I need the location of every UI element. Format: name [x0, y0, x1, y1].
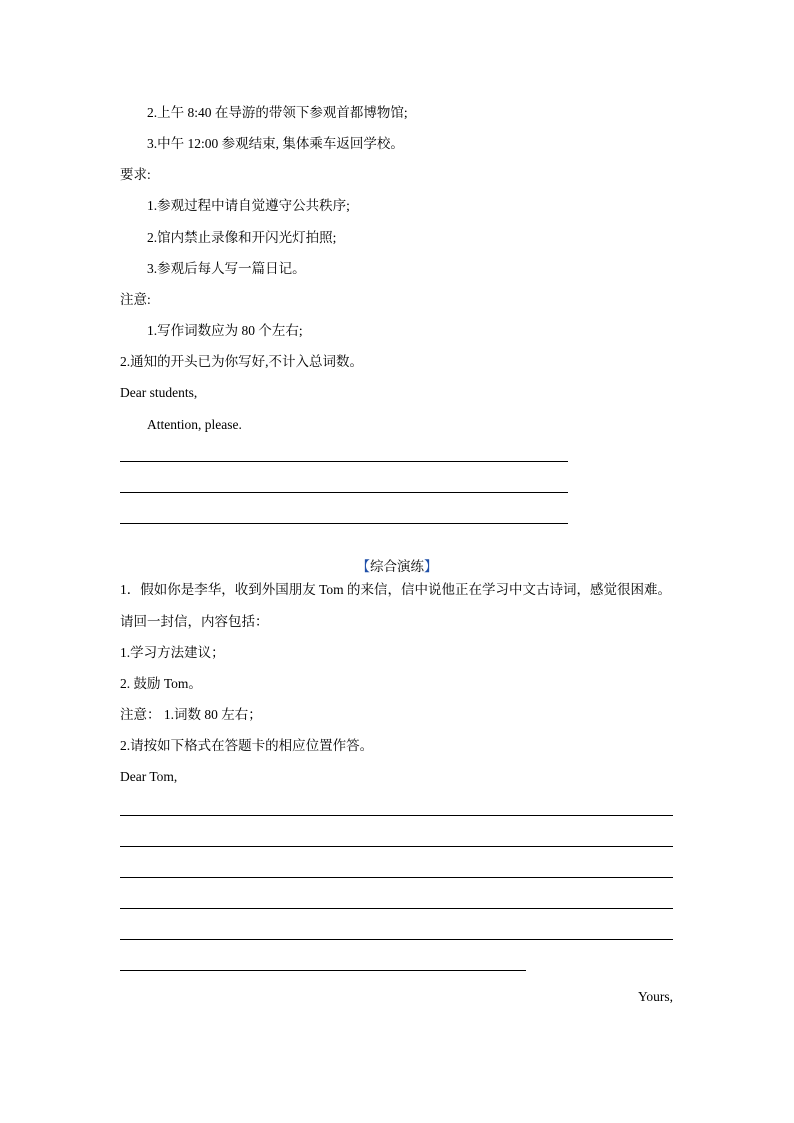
- schedule-item-3: 3.中午 12:00 参观结束, 集体乘车返回学校。: [147, 136, 404, 151]
- letter-opening: Attention, please.: [147, 417, 242, 432]
- answer-line: [120, 461, 568, 462]
- section-title-text: 综合演练: [370, 559, 424, 574]
- letter-greeting: Dear students,: [120, 385, 198, 400]
- answer-line: [120, 523, 568, 524]
- task-greeting: Dear Tom,: [120, 769, 178, 784]
- answer-line: [120, 492, 568, 493]
- task-instruction: 请回一封信，内容包括：: [120, 614, 269, 629]
- section-bracket-open: 【: [356, 559, 370, 574]
- requirement-3: 3.参观后每人写一篇日记。: [147, 261, 306, 276]
- requirements-label: 要求:: [120, 167, 151, 182]
- section-bracket-close: 】: [424, 559, 438, 574]
- notes-label: 注意:: [120, 292, 151, 307]
- task-notes: 注意： 1.词数 80 左右；: [120, 707, 262, 722]
- task-point-1: 1.学习方法建议；: [120, 645, 225, 660]
- answer-line: [120, 970, 526, 971]
- task-note-2: 2.请按如下格式在答题卡的相应位置作答。: [120, 738, 374, 753]
- letter-closing: Yours,: [637, 989, 673, 1004]
- answer-line: [120, 908, 673, 909]
- note-1: 1.写作词数应为 80 个左右;: [147, 323, 303, 338]
- requirement-1: 1.参观过程中请自觉遵守公共秩序;: [147, 198, 350, 213]
- schedule-item-2: 2.上午 8:40 在导游的带领下参观首都博物馆;: [147, 105, 408, 120]
- answer-line: [120, 877, 673, 878]
- task-point-2: 2. 鼓励 Tom。: [120, 676, 202, 691]
- section-title: [0, 555, 794, 575]
- requirement-2: 2.馆内禁止录像和开闪光灯拍照;: [147, 230, 337, 245]
- task-prompt: 1．假如你是李华，收到外国朋友 Tom 的来信，信中说他正在学习中文古诗词，感觉很困难。: [120, 582, 672, 597]
- note-2: 2.通知的开头已为你写好,不计入总词数。: [120, 354, 363, 369]
- answer-line: [120, 846, 673, 847]
- answer-line: [120, 939, 673, 940]
- answer-line: [120, 815, 673, 816]
